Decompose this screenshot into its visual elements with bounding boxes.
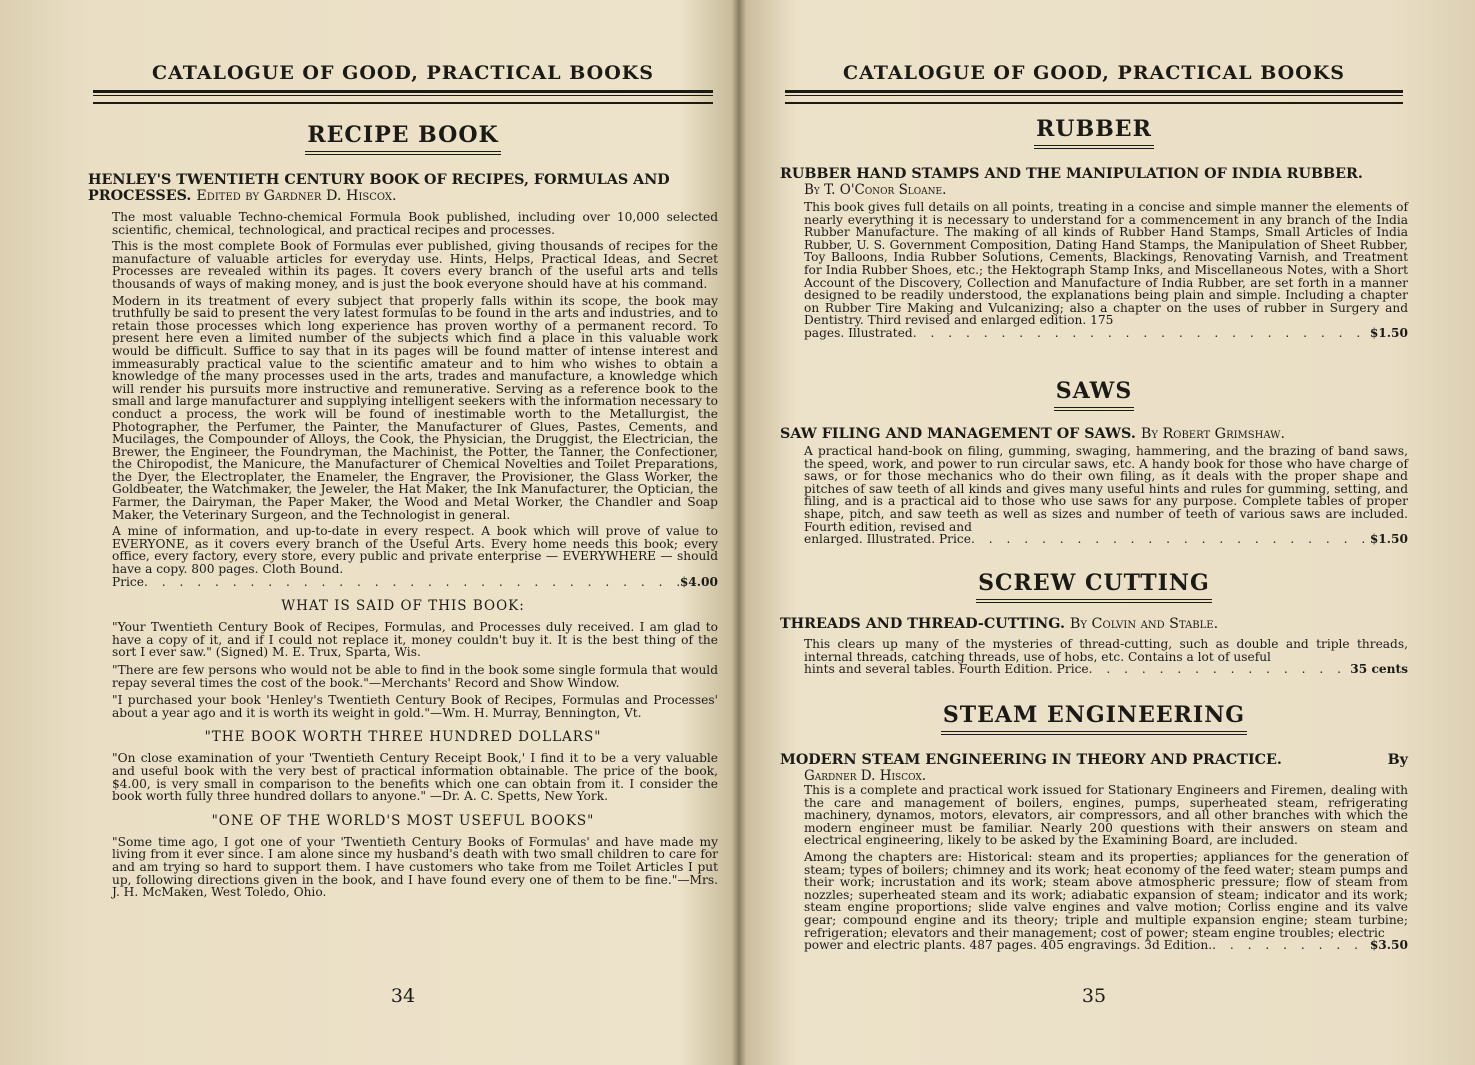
section-title-steam-engineering: STEAM ENGINEERING — [780, 702, 1408, 735]
description-paragraph: This book gives full details on all points, treating in a concise and simple manner the elements of nearly everything it is necessary to understand for a commencement in any branch of the India Rubber Manufacture. The making of all kinds of Rubber Hand Stamps, Small Articles of India Rubber, U. S. Government Composition, Dating Hand Stamps, the Manipulation of Sheet Rubber, Toy Balloons, India Rubber Solutions, Cements, Blackings, Renovating Varnish, and Treatment for India Rubber Shoes, etc.; the Hektograph Stamp Inks, and Miscellaneous Notes, with a Short Account of the Discovery, Collection and Manufacture of India Rubber, are set forth in a manner designed to be readily understood, the explanations being plain and simple. Including a chapter on Rubber Tire Making and Vulcanizing; also a chapter on the uses of rubber in Surgery and Dentistry. Third revised and enlarged edition. 175 — [804, 200, 1408, 328]
book-byline: By T. O'Conor Sloane. — [804, 182, 947, 198]
left-page — [88, 0, 718, 1065]
book-title: THREADS AND THREAD-CUTTING. — [780, 616, 1065, 632]
testimonial-quote: "Some time ago, I got one of your 'Twentieth Century Books of Formulas' and have made my living from it ever since. I am alone since my husband's death with two small children to care for and am trying so hard to support them. I have customers who take from me Toilet Articles I put up, following directions given in the book, and I have found every one of them to be fine."—Mrs. J. H. McMaken, West Toledo, Ohio. — [112, 834, 718, 900]
running-header: CATALOGUE OF GOOD, PRACTICAL BOOKS — [842, 62, 1346, 84]
description-paragraph: This is a complete and practical work issued for Stationary Engineers and Firemen, dealing with the care and management of boilers, engines, pumps, superheated steam, refrigerating machinery, dynamos, motors, elevators, air compressors, and all other branches with which the modern engineer must be familiar. Nearly 200 questions with their answers on steam and electrical engineering, likely to be asked by the Examining Board, are included. — [804, 783, 1408, 848]
testimonial-quote: "Your Twentieth Century Book of Recipes, Formulas, and Processes duly received. I am glad to have a copy of it, and if I could not replace it, money couldn't buy it. It is the best thing of the sort I ever saw." (Signed) M. E. Trux, Sparta, Wis. — [112, 620, 718, 660]
book-byline: Gardner D. Hiscox. — [804, 768, 927, 784]
price-line: Price . . . $4.00 — [88, 576, 718, 589]
testimonial-subheading: "THE BOOK WORTH THREE HUNDRED DOLLARS" — [204, 729, 602, 746]
book-title: RUBBER HAND STAMPS AND THE MANIPULATION OF INDIA RUBBER. — [780, 166, 1363, 182]
price-line: hints and several tables. Fourth Edition. Price . . . 35 cents — [780, 663, 1408, 676]
book-byline: By Colvin and Stable. — [1069, 616, 1219, 632]
price-value: $3.50 — [1369, 938, 1408, 953]
testimonials-heading: WHAT IS SAID OF THIS BOOK: — [281, 598, 525, 615]
page-number: 34 — [390, 985, 416, 1007]
testimonial-quote: "On close examination of your 'Twentieth Century Receipt Book,' I find it to be a very valuable and useful book with the very best of practical information obtainable. The price of the book, $4.00, is very small in comparison to the benefits which one can obtain from it. I consider the book worth fully three hundred dollars to anyone." —Dr. A. C. Spetts, New York. — [112, 751, 718, 804]
price-value: 35 cents — [1350, 662, 1408, 677]
price-value: $4.00 — [679, 574, 718, 589]
price-line: pages. Illustrated . . . $1.50 — [780, 327, 1408, 340]
section-title-saws: SAWS — [780, 378, 1408, 411]
section-title-recipe-book: RECIPE BOOK — [88, 122, 718, 155]
header-rule — [93, 90, 713, 104]
right-page — [780, 0, 1408, 1065]
description-paragraph: Among the chapters are: Historical: steam and its properties; appliances for the generation of steam; types of boilers; chimney and its work; heat economy of the feed water; steam pumps and their work; incrustation and its work; steam above atmospheric pressure; flow of steam from nozzles; superheated steam and its work; adiabatic expansion of steam; indicator and its work; steam engine proportions; slide valve engines and valve motion; Corliss engine and its valve gear; compound engine and its theory; triple and multiple expansion engine; steam turbine; refrigeration; elevators and their management; cost of power; steam engine troubles; electric — [804, 849, 1408, 940]
book-title: HENLEY'S TWENTIETH CENTURY BOOK OF RECIPES, FORMULAS AND PROCESSES. — [88, 172, 670, 204]
description-paragraph: This clears up many of the mysteries of thread-cutting, such as double and triple threads, internal threads, catching threads, use of hobs, etc. Contains a lot of useful — [804, 637, 1408, 664]
description-paragraph: This is the most complete Book of Formulas ever published, giving thousands of recipes for the manufacture of valuable articles for everyday use. Hints, Helps, Practical Ideas, and Secret Processes are revealed within its pages. It covers every branch of the useful arts and tells thousands of ways of making money, and is just the book everyone should have at his command. — [112, 239, 718, 291]
book-entry-henley — [88, 172, 718, 904]
book-entry-saws — [780, 426, 1408, 546]
running-header: CATALOGUE OF GOOD, PRACTICAL BOOKS — [151, 62, 655, 84]
book-title: MODERN STEAM ENGINEERING IN THEORY AND PRACTICE. — [780, 752, 1282, 768]
description-paragraph: A mine of information, and up-to-date in every respect. A book which will prove of value to EVERYONE, as it covers every branch of the Useful Arts. Every home needs this book; every office, every factory, every store, every public and private enterprise — EVERYWHERE — should have a copy. 800 pages. Cloth Bound. — [112, 524, 718, 577]
book-byline: By Robert Grimshaw. — [1140, 426, 1286, 442]
page-number: 35 — [1081, 985, 1107, 1007]
price-line: enlarged. Illustrated. Price . . . $1.50 — [780, 533, 1408, 546]
description-paragraph: Modern in its treatment of every subject that properly falls within its scope, the book may truthfully be said to present the very latest formulas to be found in the arts and industries, and to retain those processes which long experience has proven worthy of a permanent record. To present here even a limited number of the subjects which find a place in this valuable work would be difficult. Suffice to say that in its pages will be found matter of intense interest and immeasurably practical value to the scientific amateur and to him who wishes to obtain a knowledge of the many processes used in the arts, trades and manufacture, a knowledge which will render his pursuits more instructive and remunerative. Serving as a reference book to the small and large manufacturer and supplying intelligent seekers with the information necessary to conduct a process, the work will be found of inestimable worth to the Metallurgist, the Photographer, the Perfumer, the Painter, the Manufacturer of Glues, Pastes, Cements, and Mucilages, the Compounder of Alloys, the Cook, the Physician, the Druggist, the Electrician, the Brewer, the Engineer, the Foundryman, the Machinist, the Potter, the Tanner, the Confectioner, the Chiropodist, the Manicure, the Manufacturer of Chemical Novelties and Toilet Preparations, the Dyer, the Electroplater, the Enameler, the Engraver, the Provisioner, the Glass Worker, the Goldbeater, the Watchmaker, the Jeweler, the Hat Maker, the Ink Manufacturer, the Optician, the Farmer, the Dairyman, the Paper Maker, the Wood and Metal Worker, the Chandler and Soap Maker, the Veterinary Surgeon, and the Technologist in general. — [112, 293, 718, 522]
price-value: $1.50 — [1369, 532, 1408, 547]
book-title: SAW FILING AND MANAGEMENT OF SAWS. — [780, 426, 1136, 442]
price-value: $1.50 — [1369, 325, 1408, 340]
book-byline: Edited by Gardner D. Hiscox. — [196, 188, 397, 204]
book-entry-rubber — [780, 166, 1408, 340]
description-paragraph: A practical hand-book on filing, gumming, swaging, hammering, and the brazing of band saws, the speed, work, and power to run circular saws, etc. A handy book for those who have charge of saws, or for those mechanics who do their own filing, as it deals with the proper shape and pitches of saw teeth of all kinds and gives many useful hints and rules for gumming, setting, and filing, and is a practical aid to those who use saws for any purpose. Complete tables of proper shape, pitch, and saw teeth as well as sizes and number of teeth of various saws are included. Fourth edition, revised and — [804, 444, 1408, 534]
description-paragraph: The most valuable Techno-chemical Formula Book published, including over 10,000 selected scientific, chemical, technological, and practical recipes and processes. — [112, 210, 718, 237]
section-title-screw-cutting: SCREW CUTTING — [780, 570, 1408, 603]
testimonial-subheading: "ONE OF THE WORLD'S MOST USEFUL BOOKS" — [211, 812, 595, 829]
testimonial-quote: "I purchased your book 'Henley's Twentieth Century Book of Recipes, Formulas and Processes' about a year ago and it is worth its weight in gold."—Wm. H. Murray, Bennington, Vt. — [112, 693, 718, 720]
book-entry-steam: MODERN STEAM ENGINEERING IN THEORY AND PRACTICE. By Gardner D. Hiscox. This is a complete and practical work issued for Stationary Engineers and Firemen, dealing with the care and management of boilers, engines, pumps, superheated steam, refrigerating machinery, dynamos, motors, elevators, air compressors, and all other branches with which the modern engineer must be familiar. Nearly 200 questions with their answers on steam and electrical engineering, likely to be asked by the Examining Board, are included. Among the chapters are: Historical: steam and its properties; appliances for the generation of steam; types of boilers; chimney and its work; heat economy of the feed water; steam pumps and their work; incrustation and its work; steam above atmospheric pressure; flow of steam from nozzles; superheated steam and its work; adiabatic expansion of steam; indicator and its work; steam engine proportions; slide valve engines and valve motion; Corliss engine and its valve gear; compound engine and its theory; triple and multiple expansion engine; steam turbine; refrigeration; elevators and their management; cost of power; steam engine troubles; electric power and electric plants. 487 pages. 405 engravings. 3d Edition. . . . $3.50 — [780, 752, 1408, 952]
book-entry-threads — [780, 616, 1408, 676]
section-title-rubber: RUBBER — [780, 116, 1408, 149]
price-line: power and electric plants. 487 pages. 405 engravings. 3d Edition. . . . $3.50 — [780, 939, 1408, 952]
testimonial-quote: "There are few persons who would not be able to find in the book some single formula that would repay several times the cost of the book."—Merchants' Record and Show Window. — [112, 663, 718, 690]
header-rule — [785, 90, 1403, 104]
